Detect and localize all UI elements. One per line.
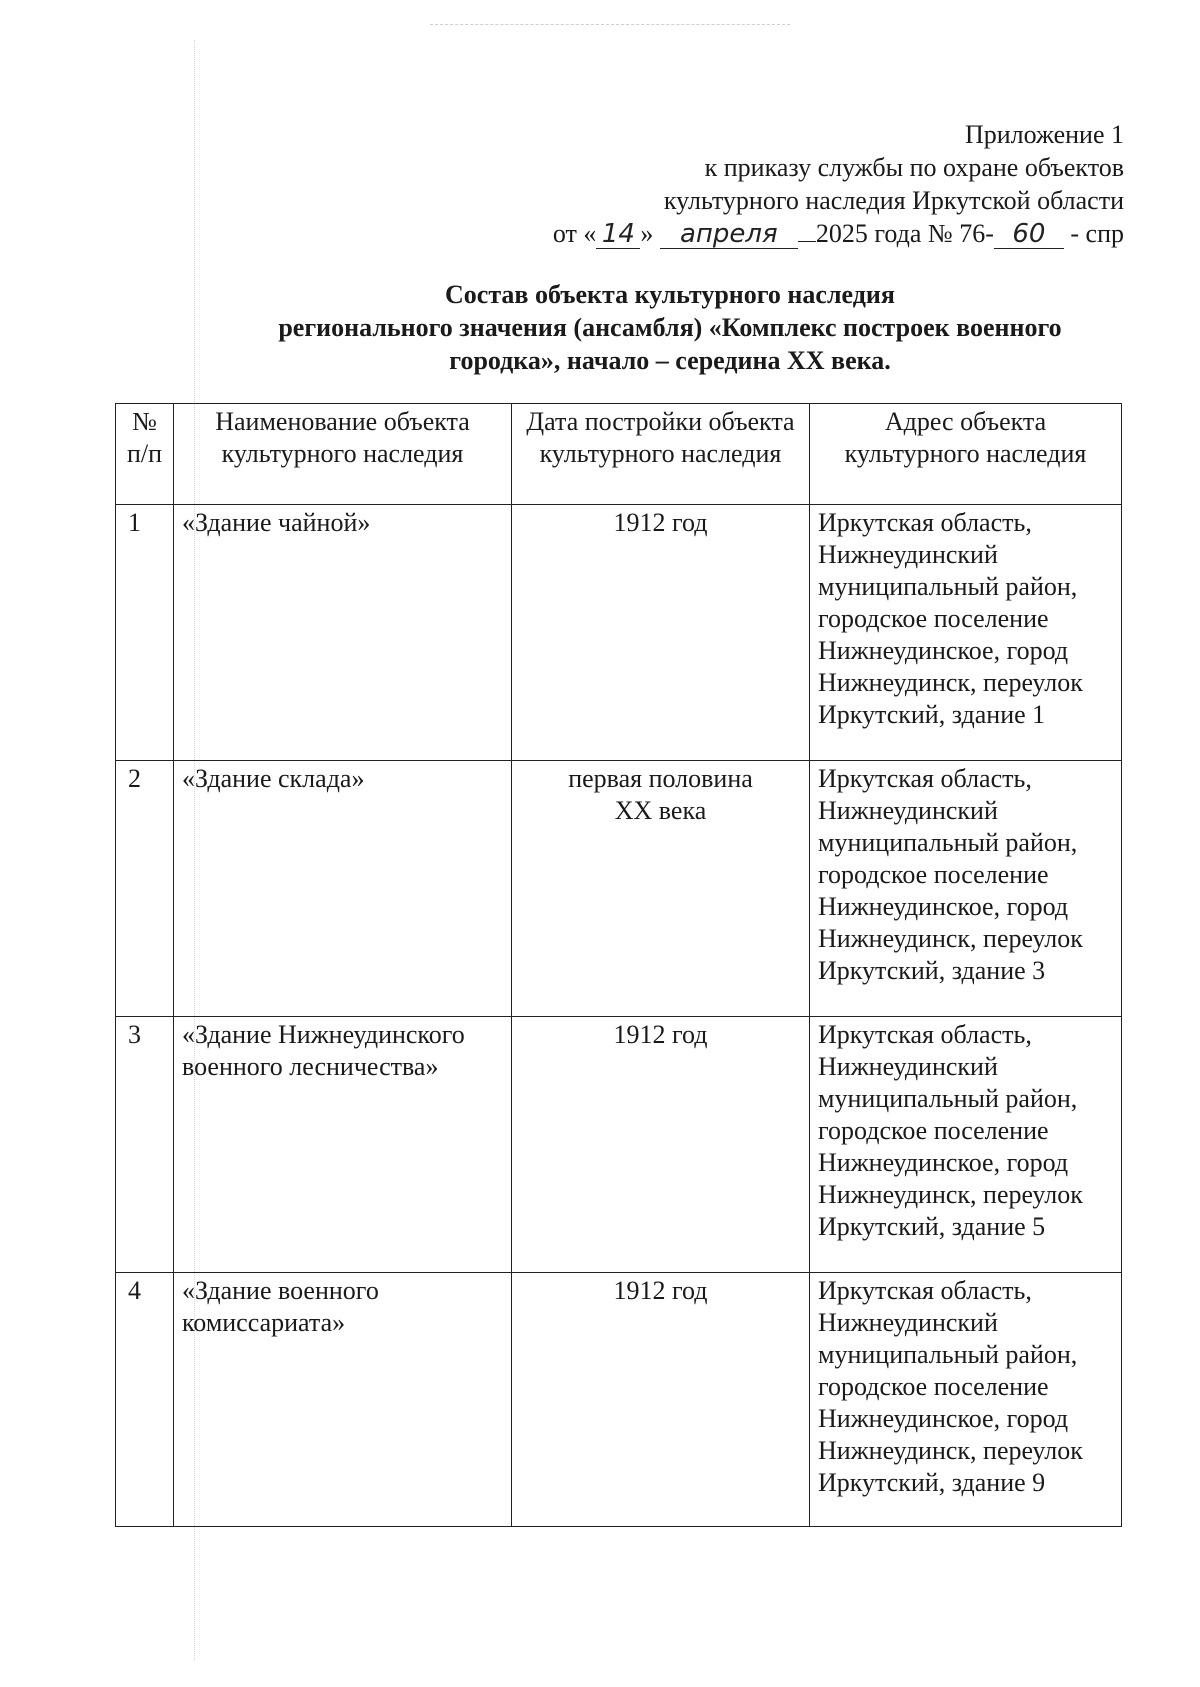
construction-date: 1912 год (512, 505, 810, 761)
object-name: «Здание военного комиссариата» (174, 1273, 512, 1527)
handwritten-month: апреля (660, 220, 798, 249)
underline-gap (798, 221, 816, 242)
row-number: 3 (116, 1017, 174, 1273)
table-row (116, 1273, 1122, 1527)
document-title (200, 278, 1140, 377)
order-date-line (553, 217, 1124, 250)
row-number: 2 (116, 761, 174, 1017)
heritage-objects-table (115, 403, 1122, 1527)
row-number: 4 (116, 1273, 174, 1527)
object-address: Иркутская область, Нижнеудинский муниципальный район, городское поселение Нижнеудинское, город Нижнеудинск, переулок Иркутский, здание 1 (810, 505, 1122, 761)
header-number: № п/п (116, 404, 174, 505)
table-row (116, 1017, 1122, 1273)
handwritten-order-number: 60 (994, 220, 1064, 249)
construction-date: 1912 год (512, 1273, 810, 1527)
object-address: Иркутская область, Нижнеудинский муниципальный район, городское поселение Нижнеудинское, город Нижнеудинск, переулок Иркутский, здание 9 (810, 1273, 1122, 1527)
order-reference-line: к приказу службы по охране объектов (704, 153, 1124, 182)
agency-name-line: культурного наследия Иркутской области (663, 186, 1124, 215)
title-line-3: городка», начало – середина XX века. (449, 346, 891, 375)
construction-date: первая половина XX века (512, 761, 810, 1017)
appendix-header (553, 118, 1124, 250)
object-address: Иркутская область, Нижнеудинский муниципальный район, городское поселение Нижнеудинское, город Нижнеудинск, переулок Иркутский, здание 5 (810, 1017, 1122, 1273)
table-header-row (116, 404, 1122, 505)
table-row (116, 505, 1122, 761)
title-line-2: регионального значения (ансамбля) «Комплекс построек военного (278, 313, 1062, 342)
scan-artifact-line (430, 24, 790, 25)
table-row (116, 761, 1122, 1017)
date-prefix: от « (552, 219, 597, 248)
date-quote-close: » (640, 219, 654, 248)
header-address: Адрес объекта культурного наследия (810, 404, 1122, 505)
handwritten-day: 14 (596, 220, 640, 249)
title-line-1: Состав объекта культурного наследия (445, 280, 895, 309)
object-name: «Здание Нижнеудинского военного лесничества» (174, 1017, 512, 1273)
order-suffix: - спр (1063, 219, 1124, 248)
header-date: Дата постройки объекта культурного наследия (512, 404, 810, 505)
appendix-label: Приложение 1 (964, 120, 1124, 149)
row-number: 1 (116, 505, 174, 761)
object-address: Иркутская область, Нижнеудинский муниципальный район, городское поселение Нижнеудинское, город Нижнеудинск, переулок Иркутский, здание 3 (810, 761, 1122, 1017)
object-name: «Здание склада» (174, 761, 512, 1017)
year-and-number-prefix: 2025 года № 76- (815, 219, 994, 248)
construction-date: 1912 год (512, 1017, 810, 1273)
header-name: Наименование объекта культурного наследия (174, 404, 512, 505)
object-name: «Здание чайной» (174, 505, 512, 761)
